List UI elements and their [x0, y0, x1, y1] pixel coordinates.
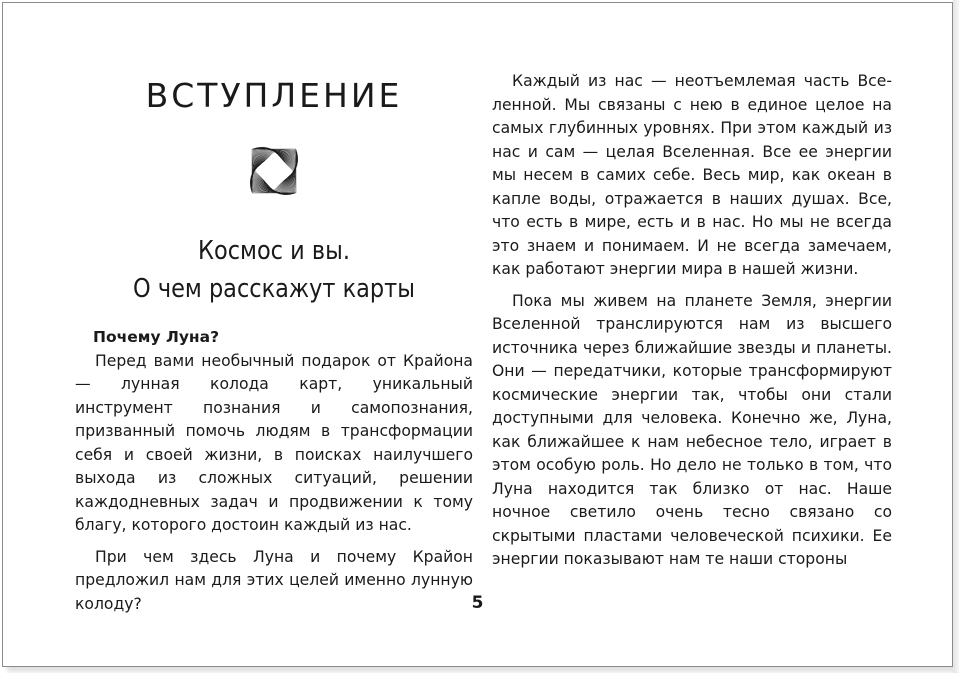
section-title [99, 232, 449, 308]
section-title-line-1: Космос и вы. [198, 236, 350, 266]
book-page [2, 2, 953, 667]
page-edge-shadow [953, 0, 959, 673]
section-title-line-2: О чем расскажут карты [133, 274, 415, 304]
right-paragraph-1: Каждый из нас — неотъемлемая часть Вселенной. Мы связаны с нею в единое целое на самых глубинных уровнях. При этом каждый из нас и сам — целая Вселенная. Все ее энергии мы несем в самих себе. Весь мир, как океан в капле воды, отражается в наших душах. Все, что есть в мире, есть и в нас. Но мы не всегда это знаем и понимаем. И не всегда замечаем, как работают энергии мира в нашей жизни. [492, 72, 892, 278]
right-paragraph-2: Пока мы живем на планете Земля, энергии Вселенной транслируются нам из высшего источника через ближайшие звезды и планеты. Они — передатчики, которые трансформируют космические энергии так, чтобы они стали доступными для человека. Конечно же, Луна, как ближайшее к нам небесное тело, играет в этом особую роль. Но дело не только в том, что Луна находится так близко от нас. Наше ночное светило очень тесно связано со скрытыми пластами человеческой психики. Ее энергии показывают нам те наши стороны [492, 291, 892, 568]
right-column [492, 70, 892, 572]
left-column [75, 66, 473, 616]
left-paragraph-2: При чем здесь Луна и почему Крайон предложил нам для этих целей именно лунную колоду? [75, 547, 473, 613]
subheading-why-moon: Почему Луна? [93, 328, 220, 346]
left-paragraph-1: Перед вами необычный подарок от Крайона — лунная колода карт, уникальный инструмент познания и самопознания, призванный помочь людям в трансформации себя и своей жизни, в поисках наилучшего выхода из сложных ситуаций, решении каждодневных задач и продвижении к тому благу, которого достоин каждый из нас. [75, 351, 473, 534]
page-number: 5 [471, 593, 484, 613]
chapter-title: ВСТУПЛЕНИЕ [145, 76, 403, 115]
diamond-spiral-ornament-icon [241, 138, 307, 204]
